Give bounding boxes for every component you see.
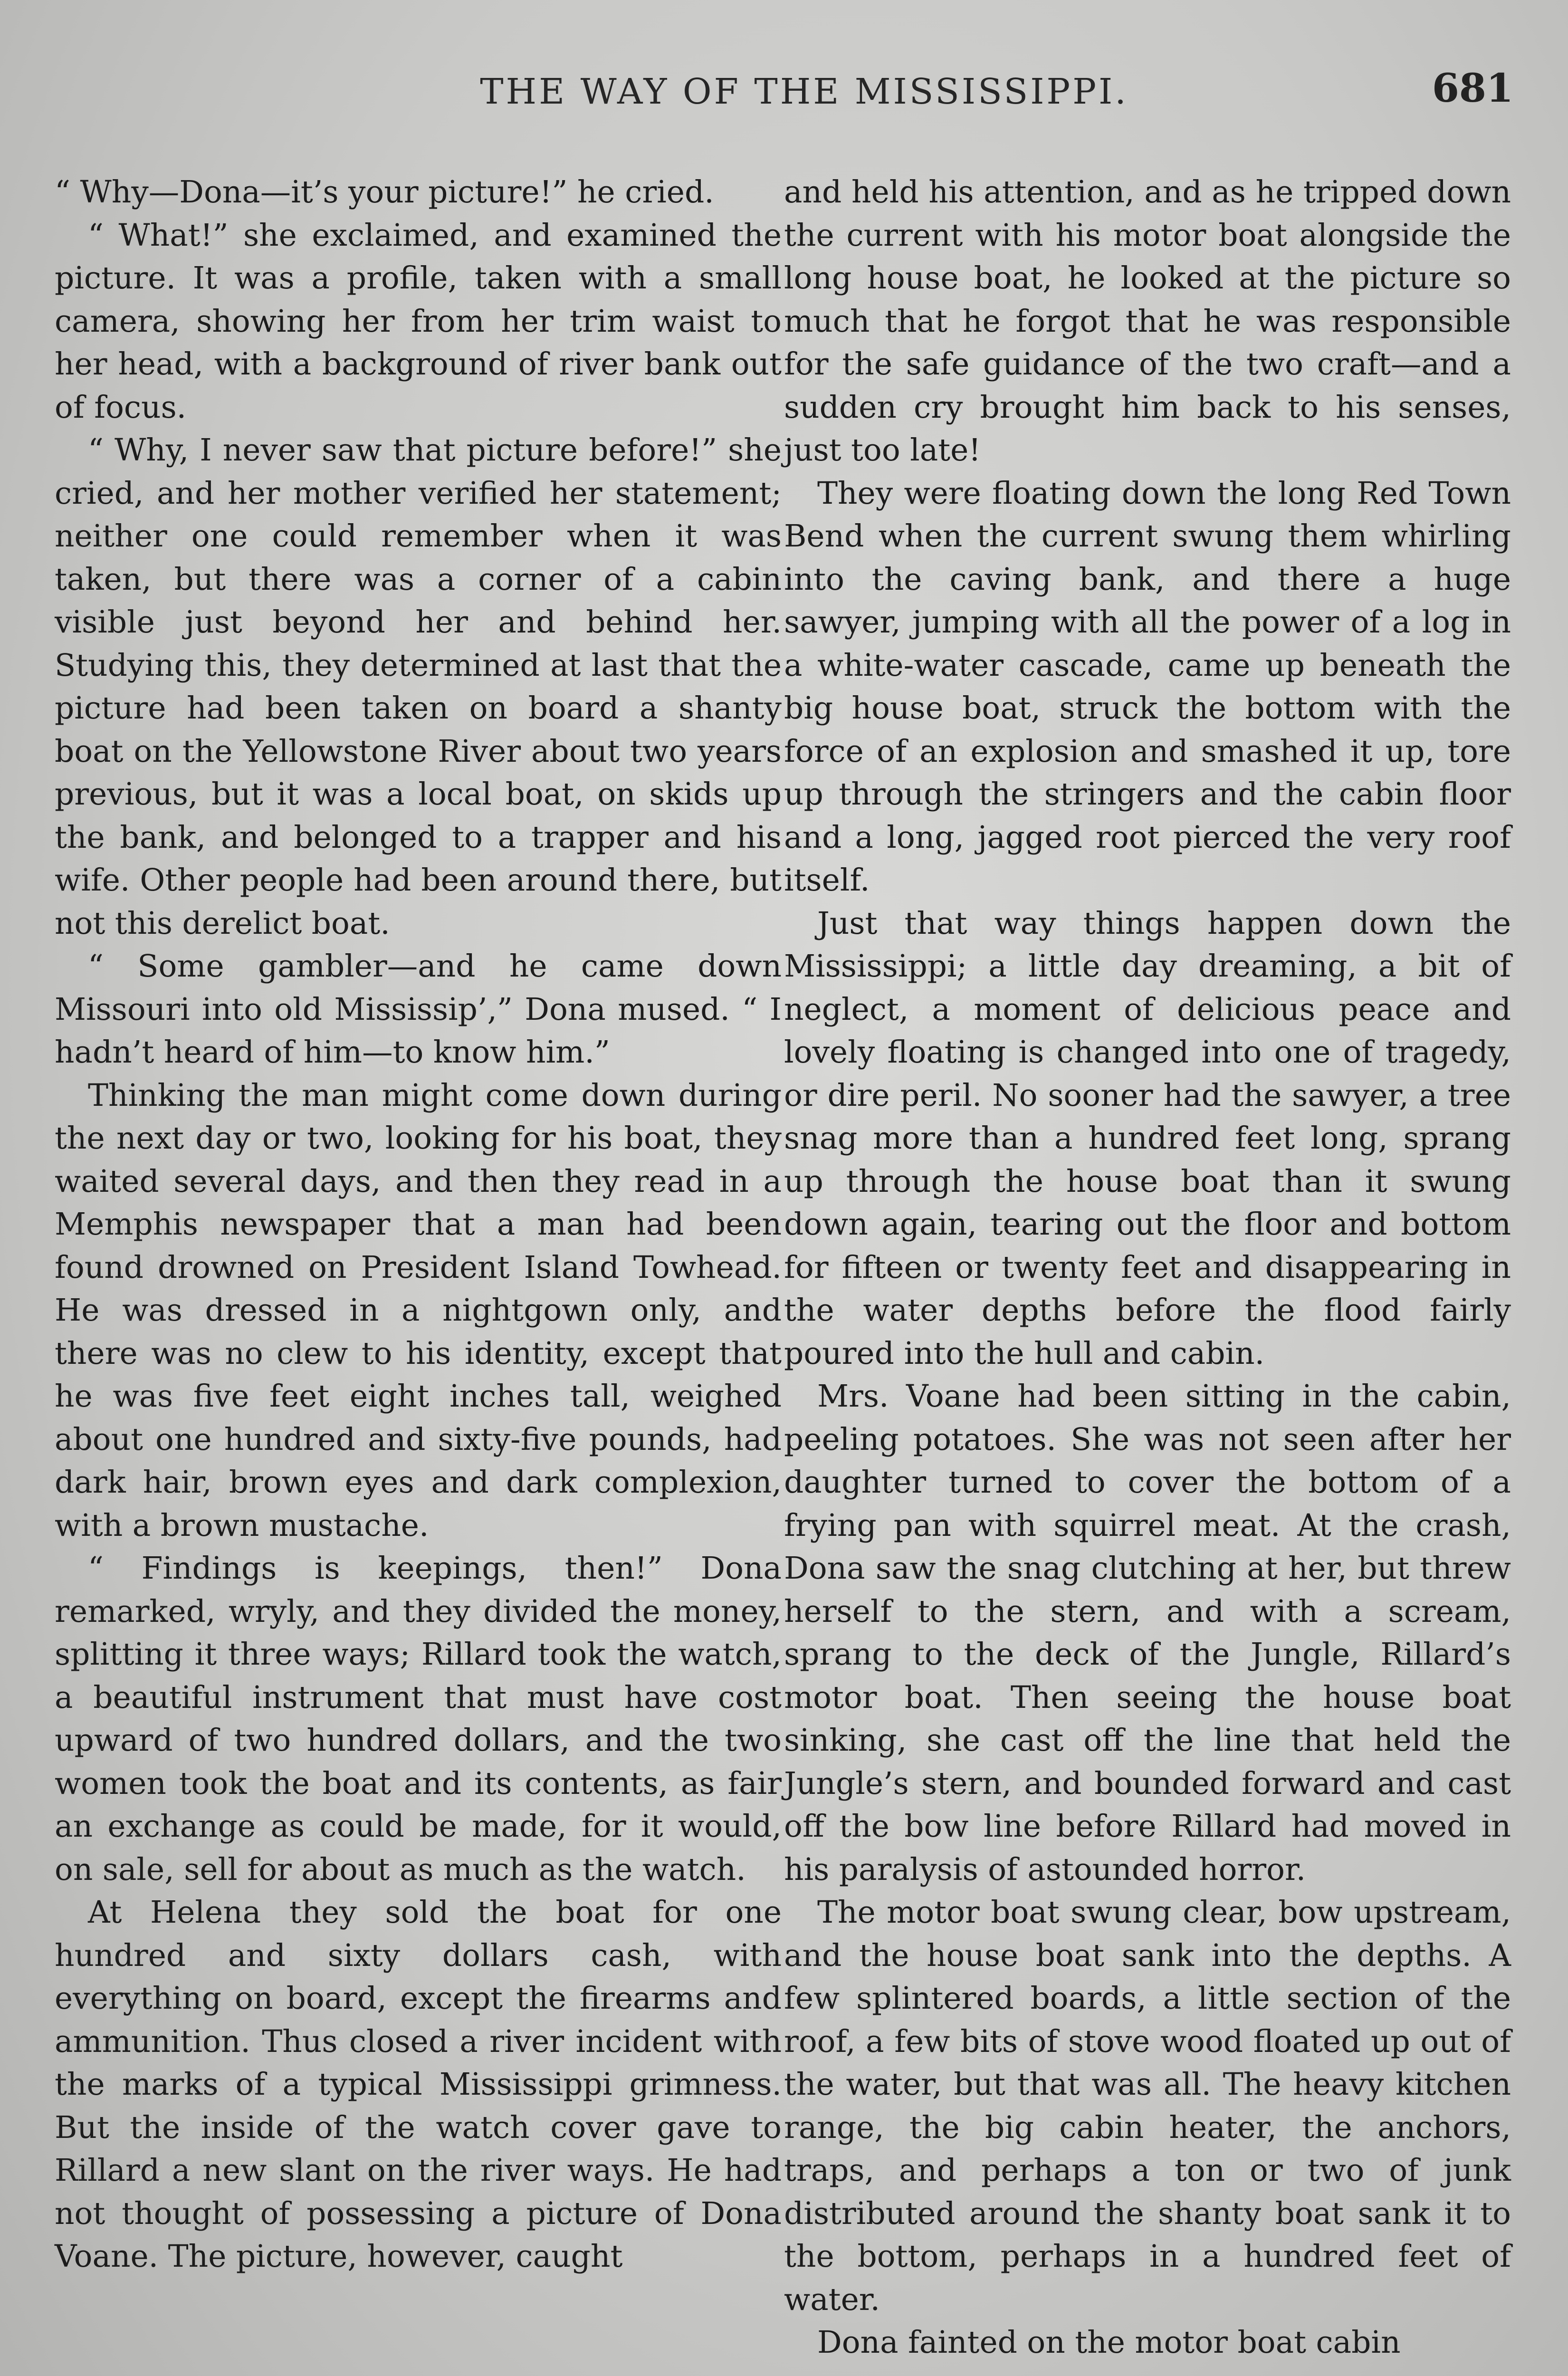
paragraph: and held his attention, and as he tripped down the current with his motor boat alongside the long house boat, he looked at the picture so much that he forgot that he was responsible for the safe guidance of the two craft—and a sudden cry brought him back to his senses, just too late! <box>784 174 1511 468</box>
paragraph: “ Why—Dona—it’s your picture!” he cried. <box>55 174 714 210</box>
text-column-left <box>55 171 782 2376</box>
running-title: THE WAY OF THE MISSISSIPPI. <box>480 71 1128 112</box>
paragraph: They were floating down the long Red Town Bend when the current swung them whirling into the caving bank, and there a huge sawyer, jumping with all the power of a log in a white-water cascade, came up beneath the big house boat, struck the bottom with the force of an explosion and smashed it up, tore up through the stringers and the cabin floor and a long, jagged root pierced the very roof itself. <box>784 475 1511 898</box>
paragraph: “ What!” she exclaimed, and examined the picture. It was a profile, taken with a small camera, showing her from her trim waist to her head, with a background of river bank out of focus. <box>55 217 782 425</box>
paragraph: “ Findings is keepings, then!” Dona remarked, wryly, and they divided the money, splitting it three ways; Rillard took the watch, a beautiful instrument that must have cost upward of two hundred dollars, and the two women took the boat and its contents, as fair an exchange as could be made, for it would, on sale, sell for about as much as the watch. <box>55 1551 782 1887</box>
paragraph: Dona fainted on the motor boat cabin <box>817 2325 1401 2360</box>
paragraph: Thinking the man might come down during the next day or two, looking for his boat, they waited several days, and then they read in a Memphis newspaper that a man had been found drowned on President Island Towhead. He was dressed in a nightgown only, and there was no clew to his identity, except that he was five feet eight inches tall, weighed about one hundred and sixty-five pounds, had dark hair, brown eyes and dark complexion, with a brown mustache. <box>55 1077 782 1543</box>
paragraph: Just that way things happen down the Mississippi; a little day dreaming, a bit of neglect, a moment of delicious peace and lovely floating is changed into one of tragedy, or dire peril. No sooner had the sawyer, a tree snag more than a hundred feet long, sprang up through the house boat than it swung down again, tearing out the floor and bottom for fifteen or twenty feet and disappearing in the water depths before the flood fairly poured into the hull and cabin. <box>784 905 1511 1371</box>
paragraph: Mrs. Voane had been sitting in the cabin, peeling potatoes. She was not seen after her daughter turned to cover the bottom of a frying pan with squirrel meat. At the crash, Dona saw the snag clutching at her, but threw herself to the stern, and with a scream, sprang to the deck of the Jungle, Rillard’s motor boat. Then seeing the house boat sinking, she cast off the line that held the Jungle’s stern, and bounded forward and cast off the bow line before Rillard had moved in his paralysis of astounded horror. <box>784 1379 1511 1887</box>
text-column-right <box>784 171 1511 2376</box>
paragraph: “ Some gambler—and he came down Missouri into old Mississip’,” Dona mused. “ I hadn’t heard of him—to know him.” <box>55 948 782 1070</box>
page-number: 681 <box>1432 66 1513 111</box>
paragraph: At Helena they sold the boat for one hundred and sixty dollars cash, with everything on board, except the firearms and ammunition. Thus closed a river incident with the marks of a typical Mississippi grimness. But the inside of the watch cover gave to Rillard a new slant on the river ways. He had not thought of possessing a picture of Dona Voane. The picture, however, caught <box>55 1895 782 2274</box>
paragraph: The motor boat swung clear, bow upstream, and the house boat sank into the depths. A few splintered boards, a little section of the roof, a few bits of stove wood floated up out of the water, but that was all. The heavy kitchen range, the big cabin heater, the anchors, traps, and perhaps a ton or two of junk distributed around the shanty boat sank it to the bottom, perhaps in a hundred feet of water. <box>784 1895 1511 2318</box>
paragraph: “ Why, I never saw that picture before!” she cried, and her mother verified her statement; neither one could remember when it was taken, but there was a corner of a cabin visible just beyond her and behind her. Studying this, they determined at last that the picture had been taken on board a shanty boat on the Yellowstone River about two years previous, but it was a local boat, on skids up the bank, and belonged to a trapper and his wife. Other people had been around there, but not this derelict boat. <box>55 432 782 941</box>
page-header <box>95 66 1513 124</box>
